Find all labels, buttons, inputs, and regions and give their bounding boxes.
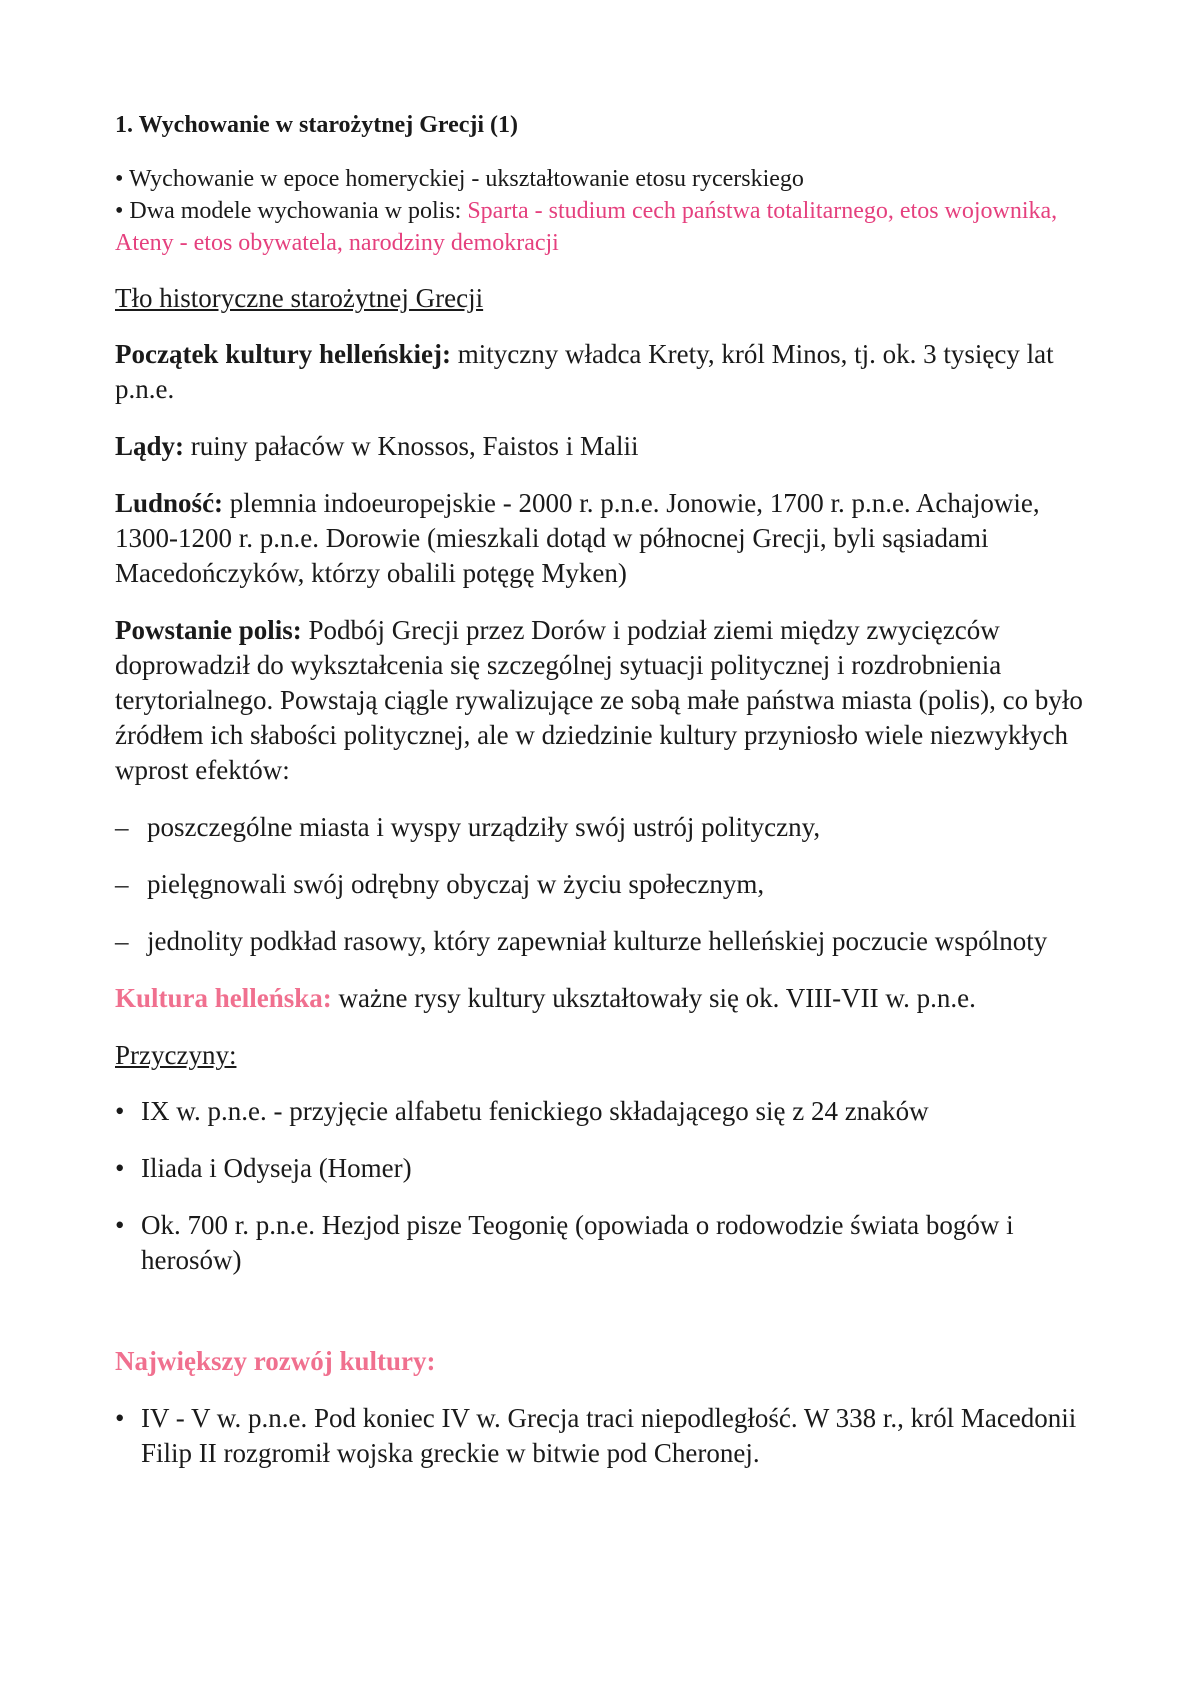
section-heading: Tło historyczne starożytnej Grecji xyxy=(115,283,484,313)
list-item xyxy=(115,1208,1095,1278)
paragraph-ludnosc xyxy=(115,486,1095,591)
list-item-text: IX w. p.n.e. - przyjęcie alfabetu fenickiego składającego się z 24 znaków xyxy=(141,1096,929,1126)
intro-bullet-models xyxy=(115,195,1095,259)
list-item xyxy=(115,810,1095,845)
list-item-text: Iliada i Odyseja (Homer) xyxy=(141,1153,412,1183)
paragraph-poczatek-label: Początek kultury helleńskiej: xyxy=(115,339,451,369)
przyczyny-list xyxy=(115,1094,1095,1278)
paragraph-kultura-text: ważne rysy kultury ukształtowały się ok. VIII-VII w. p.n.e. xyxy=(331,983,976,1013)
bullet-marker: • xyxy=(115,1096,125,1126)
list-item-text: jednolity podkład rasowy, który zapewniał kulturze helleńskiej poczucie wspólnoty xyxy=(147,926,1048,956)
paragraph-lady xyxy=(115,429,1095,464)
paragraph-kultura-label: Kultura helleńska: xyxy=(115,983,332,1013)
paragraph-lady-text: ruiny pałaców w Knossos, Faistos i Malii xyxy=(184,431,639,461)
paragraph-polis-text: Podbój Grecji przez Dorów i podział ziemi między zwycięzców doprowadził do wykształcenia się szczególnej sytuacji politycznej i rozdrobnienia terytorialnego. Powstają ciągle rywalizujące ze sobą małe państwa miasta (polis), co było źródłem ich słabości politycznej, ale w dziedzinie kultury przyniosło wiele niezwykłych wprost efektów: xyxy=(115,615,1083,785)
paragraph-ludnosc-text: plemnia indoeuropejskie - 2000 r. p.n.e. Jonowie, 1700 r. p.n.e. Achajowie, 1300-1200 r. p.n.e. Dorowie (mieszkali dotąd w północnej Grecji, byli sąsiadami Macedończyków, którzy obalili potęgę Myken) xyxy=(115,488,1040,588)
list-item-text: IV - V w. p.n.e. Pod koniec IV w. Grecja traci niepodległość. W 338 r., król Macedonii Filip II rozgromił wojska greckie w bitwie pod Cheronej. xyxy=(141,1403,1077,1468)
paragraph-kultura xyxy=(115,981,1095,1016)
paragraph-poczatek-text: mityczny władca Krety, król Minos, tj. ok. 3 tysięcy lat p.n.e. xyxy=(115,339,1054,404)
list-item xyxy=(115,1151,1095,1186)
list-item xyxy=(115,1401,1095,1471)
document-title: 1. Wychowanie w starożytnej Grecji (1) xyxy=(115,112,519,138)
list-item-text: Ok. 700 r. p.n.e. Hezjod pisze Teogonię (opowiada o rodowodzie świata bogów i herosów) xyxy=(141,1210,1014,1275)
paragraph-lady-label: Lądy: xyxy=(115,431,185,461)
intro-bullet-models-highlight: Sparta - studium cech państwa totalitarnego, etos wojownika, Ateny - etos obywatela, narodziny demokracji xyxy=(115,198,1058,256)
list-item xyxy=(115,1094,1095,1129)
document-page xyxy=(115,112,1095,1493)
dash-marker: – xyxy=(115,926,129,956)
bullet-marker: • xyxy=(115,1153,125,1183)
intro-bullets xyxy=(115,163,1095,259)
effects-list xyxy=(115,810,1095,959)
rozwoj-list xyxy=(115,1401,1095,1471)
paragraph-polis xyxy=(115,613,1095,788)
przyczyny-heading: Przyczyny: xyxy=(115,1040,237,1070)
rozwoj-heading-text: Największy rozwój kultury: xyxy=(115,1346,436,1376)
list-item-text: pielęgnowali swój odrębny obyczaj w życiu społecznym, xyxy=(147,869,765,899)
list-item xyxy=(115,924,1095,959)
intro-bullet-models-prefix: • Dwa modele wychowania w polis: xyxy=(115,198,468,224)
intro-bullet-homeric: • Wychowanie w epoce homeryckiej - ukształtowanie etosu rycerskiego xyxy=(115,166,804,192)
list-item-text: poszczególne miasta i wyspy urządziły swój ustrój polityczny, xyxy=(147,812,821,842)
dash-marker: – xyxy=(115,812,129,842)
vertical-spacer xyxy=(115,1300,1095,1344)
paragraph-ludnosc-label: Ludność: xyxy=(115,488,224,518)
paragraph-poczatek xyxy=(115,337,1095,407)
list-item xyxy=(115,867,1095,902)
bullet-marker: • xyxy=(115,1403,125,1433)
bullet-marker: • xyxy=(115,1210,125,1240)
rozwoj-heading xyxy=(115,1344,1095,1379)
dash-marker: – xyxy=(115,869,129,899)
paragraph-polis-label: Powstanie polis: xyxy=(115,615,302,645)
